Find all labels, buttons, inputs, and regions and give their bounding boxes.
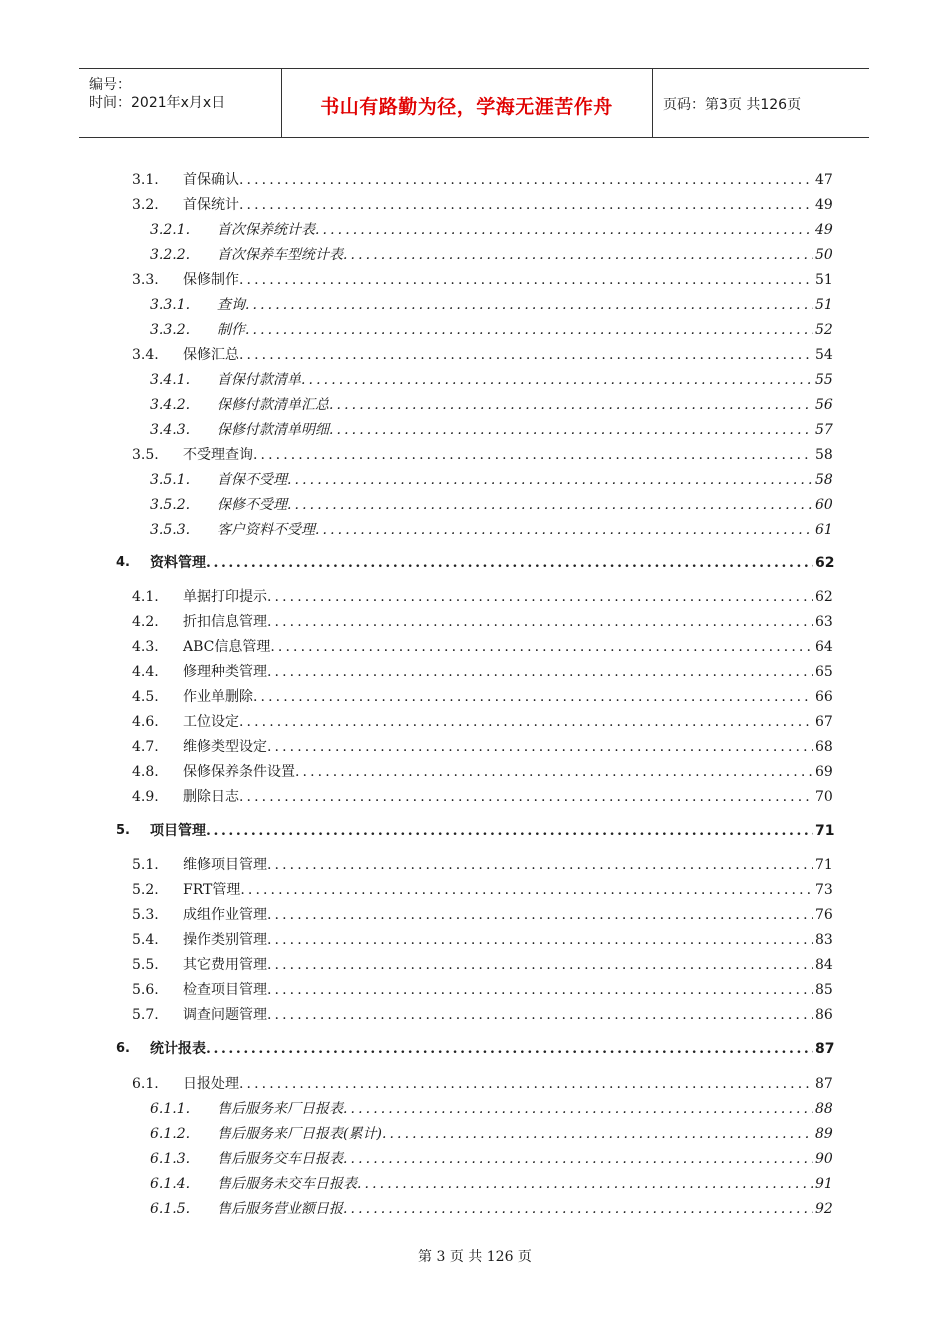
dot-leader [253,686,813,708]
toc-entry-leader [217,1098,813,1120]
toc-entry[interactable] [0,1073,950,1095]
toc-entry-page: 71 [815,857,833,873]
toc-entry-number: 5.4. [132,932,159,948]
toc-entry-number: 4.6. [132,714,159,730]
dot-leader [301,369,813,391]
toc-entry-page: 56 [815,397,833,413]
toc-entry-title: 首保统计 [183,197,239,213]
toc-entry-page: 73 [815,882,833,898]
toc-entry-title: 售后服务来厂日报表 [217,1101,343,1117]
toc-entry-leader [183,194,813,216]
toc-entry-page: 67 [815,714,833,730]
toc-entry-page: 66 [815,689,833,705]
toc-entry-leader [217,519,813,541]
toc-entry-page: 64 [815,639,833,655]
toc-entry-title: 删除日志 [183,789,239,805]
toc-entry[interactable] [0,761,950,783]
dot-leader [206,820,813,842]
toc-entry-page: 57 [815,422,833,438]
toc-entry[interactable] [0,244,950,266]
toc-entry-leader [183,879,813,901]
toc-entry-page: 86 [815,1007,833,1023]
toc-entry-number: 3.5.2. [150,497,191,513]
toc-entry-title: 折扣信息管理 [183,614,267,630]
toc-entry-number: 3.2. [132,197,159,213]
toc-entry[interactable] [0,219,950,241]
toc-entry-page: 62 [815,555,835,571]
toc-entry-number: 3.2.1. [150,222,191,238]
toc-entry[interactable] [0,661,950,683]
dot-leader [267,1004,813,1026]
toc-entry-number: 5.6. [132,982,159,998]
toc-entry-number: 4.2. [132,614,159,630]
toc-entry-leader [217,1198,813,1220]
toc-entry-leader [217,1173,813,1195]
toc-entry-number: 5.1. [132,857,159,873]
toc-entry-leader [183,904,813,926]
dot-leader [267,736,813,758]
toc-entry-title: 检查项目管理 [183,982,267,998]
toc-entry-leader [217,294,813,316]
toc-entry-page: 70 [815,789,833,805]
toc-entry-leader [217,419,813,441]
toc-entry-number: 4.4. [132,664,159,680]
toc-entry[interactable] [0,519,950,541]
toc-entry-number: 3.4.2. [150,397,191,413]
toc-entry-title: 不受理查询 [183,447,253,463]
toc-entry-page: 85 [815,982,833,998]
toc-entry-page: 52 [815,322,833,338]
header-page-number: 页码：第3页 共126页 [663,97,802,113]
toc-entry-title: 保修付款清单汇总 [217,397,329,413]
toc-entry-leader [217,244,813,266]
toc-entry-title: 操作类别管理 [183,932,267,948]
toc-entry-number: 3.1. [132,172,159,188]
toc-entry-leader [217,319,813,341]
header-motto: 书山有路勤为径，学海无涯苦作舟 [320,96,613,118]
dot-leader [267,954,813,976]
toc-entry-page: 87 [815,1076,833,1092]
toc-entry-page: 62 [815,589,833,605]
toc-entry-page: 50 [815,247,833,263]
toc-entry-page: 84 [815,957,833,973]
toc-entry-number: 3.5. [132,447,159,463]
toc-entry-page: 65 [815,664,833,680]
toc-entry-number: 5.5. [132,957,159,973]
toc-entry-number: 5.3. [132,907,159,923]
toc-entry-leader [183,169,813,191]
dot-leader [357,1173,813,1195]
toc-entry-title: 客户资料不受理 [217,522,315,538]
toc-entry-leader [183,929,813,951]
toc-entry-title: 项目管理 [150,823,206,839]
toc-entry[interactable] [0,636,950,658]
toc-entry[interactable] [0,611,950,633]
dot-leader [267,661,813,683]
toc-entry-leader [183,786,813,808]
toc-entry-title: 保修制作 [183,272,239,288]
toc-entry-page: 88 [815,1101,833,1117]
toc-entry-number: 4.7. [132,739,159,755]
dot-leader [206,1038,813,1060]
toc-entry-leader [183,954,813,976]
dot-leader [239,786,813,808]
toc-entry-leader [217,1148,813,1170]
toc-entry-leader [150,552,813,574]
toc-entry-leader [183,1073,813,1095]
toc-entry-title: 作业单删除 [183,689,253,705]
toc-entry-number: 6.1.1. [150,1101,191,1117]
dot-leader [267,611,813,633]
toc-entry-leader [183,736,813,758]
toc-entry[interactable] [0,369,950,391]
toc-entry-title: 售后服务交车日报表 [217,1151,343,1167]
toc-entry-title: 成组作业管理 [183,907,267,923]
toc-entry-title: 售后服务未交车日报表 [217,1176,357,1192]
toc-entry-title: 首次保养统计表 [217,222,315,238]
toc-entry-title: 保修付款清单明细 [217,422,329,438]
page-header [79,68,869,138]
header-info-cell [79,69,282,137]
toc-entry-title: FRT管理 [183,882,241,898]
toc-entry-title: 资料管理 [150,555,206,571]
toc-entry-title: 首次保养车型统计表 [217,247,343,263]
document-number-label: 编号： [89,77,131,93]
toc-entry-number: 6. [116,1041,130,1056]
toc-entry[interactable] [0,820,950,842]
dot-leader [240,879,813,901]
toc-entry-title: 日报处理 [183,1076,239,1092]
toc-entry-page: 49 [815,197,833,213]
toc-entry-page: 60 [815,497,833,513]
dot-leader [343,244,813,266]
toc-entry-leader [217,394,813,416]
dot-leader [315,219,813,241]
toc-entry-title: 修理种类管理 [183,664,267,680]
toc-entry-number: 4.1. [132,589,159,605]
toc-entry-number: 3.3. [132,272,159,288]
toc-entry[interactable] [0,269,950,291]
toc-entry-page: 61 [815,522,833,538]
toc-entry[interactable] [0,1038,950,1060]
toc-entry-number: 3.4.3. [150,422,191,438]
toc-entry[interactable] [0,319,950,341]
dot-leader [239,269,813,291]
toc-entry-number: 6.1.4. [150,1176,191,1192]
dot-leader [267,979,813,1001]
toc-entry-title: 保修不受理 [217,497,287,513]
toc-entry-title: 其它费用管理 [183,957,267,973]
toc-entry-leader [217,469,813,491]
toc-entry-title: ABC信息管理 [183,639,271,655]
toc-entry-number: 4.3. [132,639,159,655]
dot-leader [267,586,813,608]
dot-leader [267,929,813,951]
toc-entry-number: 3.4.1. [150,372,191,388]
toc-entry-page: 58 [815,447,833,463]
dot-leader [329,394,813,416]
toc-entry-leader [183,854,813,876]
toc-entry[interactable] [0,904,950,926]
toc-entry[interactable] [0,494,950,516]
toc-entry-number: 3.2.2. [150,247,191,263]
toc-entry-number: 3.3.1. [150,297,191,313]
toc-entry-leader [217,494,813,516]
dot-leader [239,1073,813,1095]
toc-entry-page: 69 [815,764,833,780]
dot-leader [382,1123,813,1145]
dot-leader [239,344,813,366]
toc-entry-title: 制作 [217,322,245,338]
toc-entry-number: 3.4. [132,347,159,363]
toc-entry[interactable] [0,419,950,441]
toc-entry-number: 4.5. [132,689,159,705]
toc-entry-leader [150,820,813,842]
dot-leader [245,319,813,341]
toc-entry-page: 51 [815,272,833,288]
dot-leader [329,419,813,441]
toc-entry-number: 5. [116,823,130,838]
toc-entry-title: 首保不受理 [217,472,287,488]
toc-entry[interactable] [0,879,950,901]
toc-entry-number: 6.1. [132,1076,159,1092]
toc-entry-number: 3.5.1. [150,472,191,488]
toc-entry-page: 83 [815,932,833,948]
dot-leader [343,1198,813,1220]
toc-entry[interactable] [0,979,950,1001]
dot-leader [253,444,813,466]
dot-leader [343,1148,813,1170]
toc-entry-leader [183,269,813,291]
toc-entry[interactable] [0,1098,950,1120]
toc-entry[interactable] [0,954,950,976]
toc-entry[interactable] [0,1148,950,1170]
toc-entry-title: 统计报表 [150,1041,206,1057]
toc-entry-number: 6.1.5. [150,1201,191,1217]
toc-entry-title: 调查问题管理 [183,1007,267,1023]
toc-entry-title: 工位设定 [183,714,239,730]
toc-entry-page: 49 [815,222,833,238]
toc-entry-number: 3.5.3. [150,522,191,538]
toc-entry[interactable] [0,1123,950,1145]
toc-entry-number: 5.7. [132,1007,159,1023]
toc-entry-number: 6.1.3. [150,1151,191,1167]
dot-leader [295,761,813,783]
toc-entry-number: 4.9. [132,789,159,805]
toc-entry-page: 90 [815,1151,833,1167]
toc-entry-number: 3.3.2. [150,322,191,338]
toc-entry-number: 6.1.2. [150,1126,191,1142]
toc-entry-page: 89 [815,1126,833,1142]
toc-entry-page: 68 [815,739,833,755]
dot-leader [287,494,813,516]
toc-entry-leader [183,686,813,708]
document-time-label: 时间：2021年x月x日 [89,95,226,111]
toc-entry[interactable] [0,786,950,808]
toc-entry[interactable] [0,1173,950,1195]
toc-entry-page: 55 [815,372,833,388]
toc-entry-leader [183,711,813,733]
toc-entry[interactable] [0,294,950,316]
toc-entry[interactable] [0,1198,950,1220]
header-page-cell [653,69,869,137]
dot-leader [239,194,813,216]
toc-entry-leader [183,979,813,1001]
toc-entry-leader [183,661,813,683]
toc-entry-page: 47 [815,172,833,188]
toc-entry[interactable] [0,469,950,491]
dot-leader [206,552,813,574]
toc-entry-leader [217,219,813,241]
toc-entry-page: 76 [815,907,833,923]
toc-entry-page: 91 [815,1176,833,1192]
toc-entry-page: 51 [815,297,833,313]
toc-entry-title: 售后服务营业额日报 [217,1201,343,1217]
toc-entry-title: 维修项目管理 [183,857,267,873]
dot-leader [315,519,813,541]
toc-entry[interactable] [0,344,950,366]
toc-entry-page: 92 [815,1201,833,1217]
toc-entry-leader [183,761,813,783]
page-footer: 第 3 页 共 126 页 [418,1249,532,1265]
toc-entry[interactable] [0,711,950,733]
toc-entry-title: 售后服务来厂日报表(累计) [217,1126,382,1142]
toc-entry-leader [183,586,813,608]
toc-entry-title: 保修汇总 [183,347,239,363]
toc-entry-title: 首保确认 [183,172,239,188]
toc-entry[interactable] [0,552,950,574]
toc-entry[interactable] [0,169,950,191]
toc-entry-title: 保修保养条件设置 [183,764,295,780]
toc-entry-page: 87 [815,1041,835,1057]
toc-entry-title: 单据打印提示 [183,589,267,605]
dot-leader [287,469,813,491]
dot-leader [239,711,813,733]
dot-leader [267,854,813,876]
toc-entry-number: 5.2. [132,882,159,898]
toc-entry[interactable] [0,854,950,876]
dot-leader [267,904,813,926]
toc-entry-leader [217,1123,813,1145]
toc-entry-leader [183,636,813,658]
toc-entry-leader [217,369,813,391]
toc-entry[interactable] [0,394,950,416]
toc-entry-page: 71 [815,823,835,839]
toc-entry-page: 54 [815,347,833,363]
toc-entry-title: 查询 [217,297,245,313]
toc-entry-leader [150,1038,813,1060]
dot-leader [270,636,813,658]
toc-entry-leader [183,344,813,366]
dot-leader [343,1098,813,1120]
toc-entry-page: 63 [815,614,833,630]
toc-entry-number: 4. [116,555,130,570]
toc-entry[interactable] [0,929,950,951]
toc-entry-leader [183,611,813,633]
toc-entry[interactable] [0,444,950,466]
toc-entry[interactable] [0,1004,950,1026]
toc-entry-page: 58 [815,472,833,488]
toc-entry-leader [183,1004,813,1026]
toc-entry[interactable] [0,586,950,608]
toc-entry[interactable] [0,194,950,216]
toc-entry-title: 维修类型设定 [183,739,267,755]
dot-leader [239,169,813,191]
dot-leader [245,294,813,316]
header-motto-cell [281,69,653,137]
toc-entry[interactable] [0,686,950,708]
toc-entry-number: 4.8. [132,764,159,780]
toc-entry-title: 首保付款清单 [217,372,301,388]
toc-entry[interactable] [0,736,950,758]
toc-entry-leader [183,444,813,466]
